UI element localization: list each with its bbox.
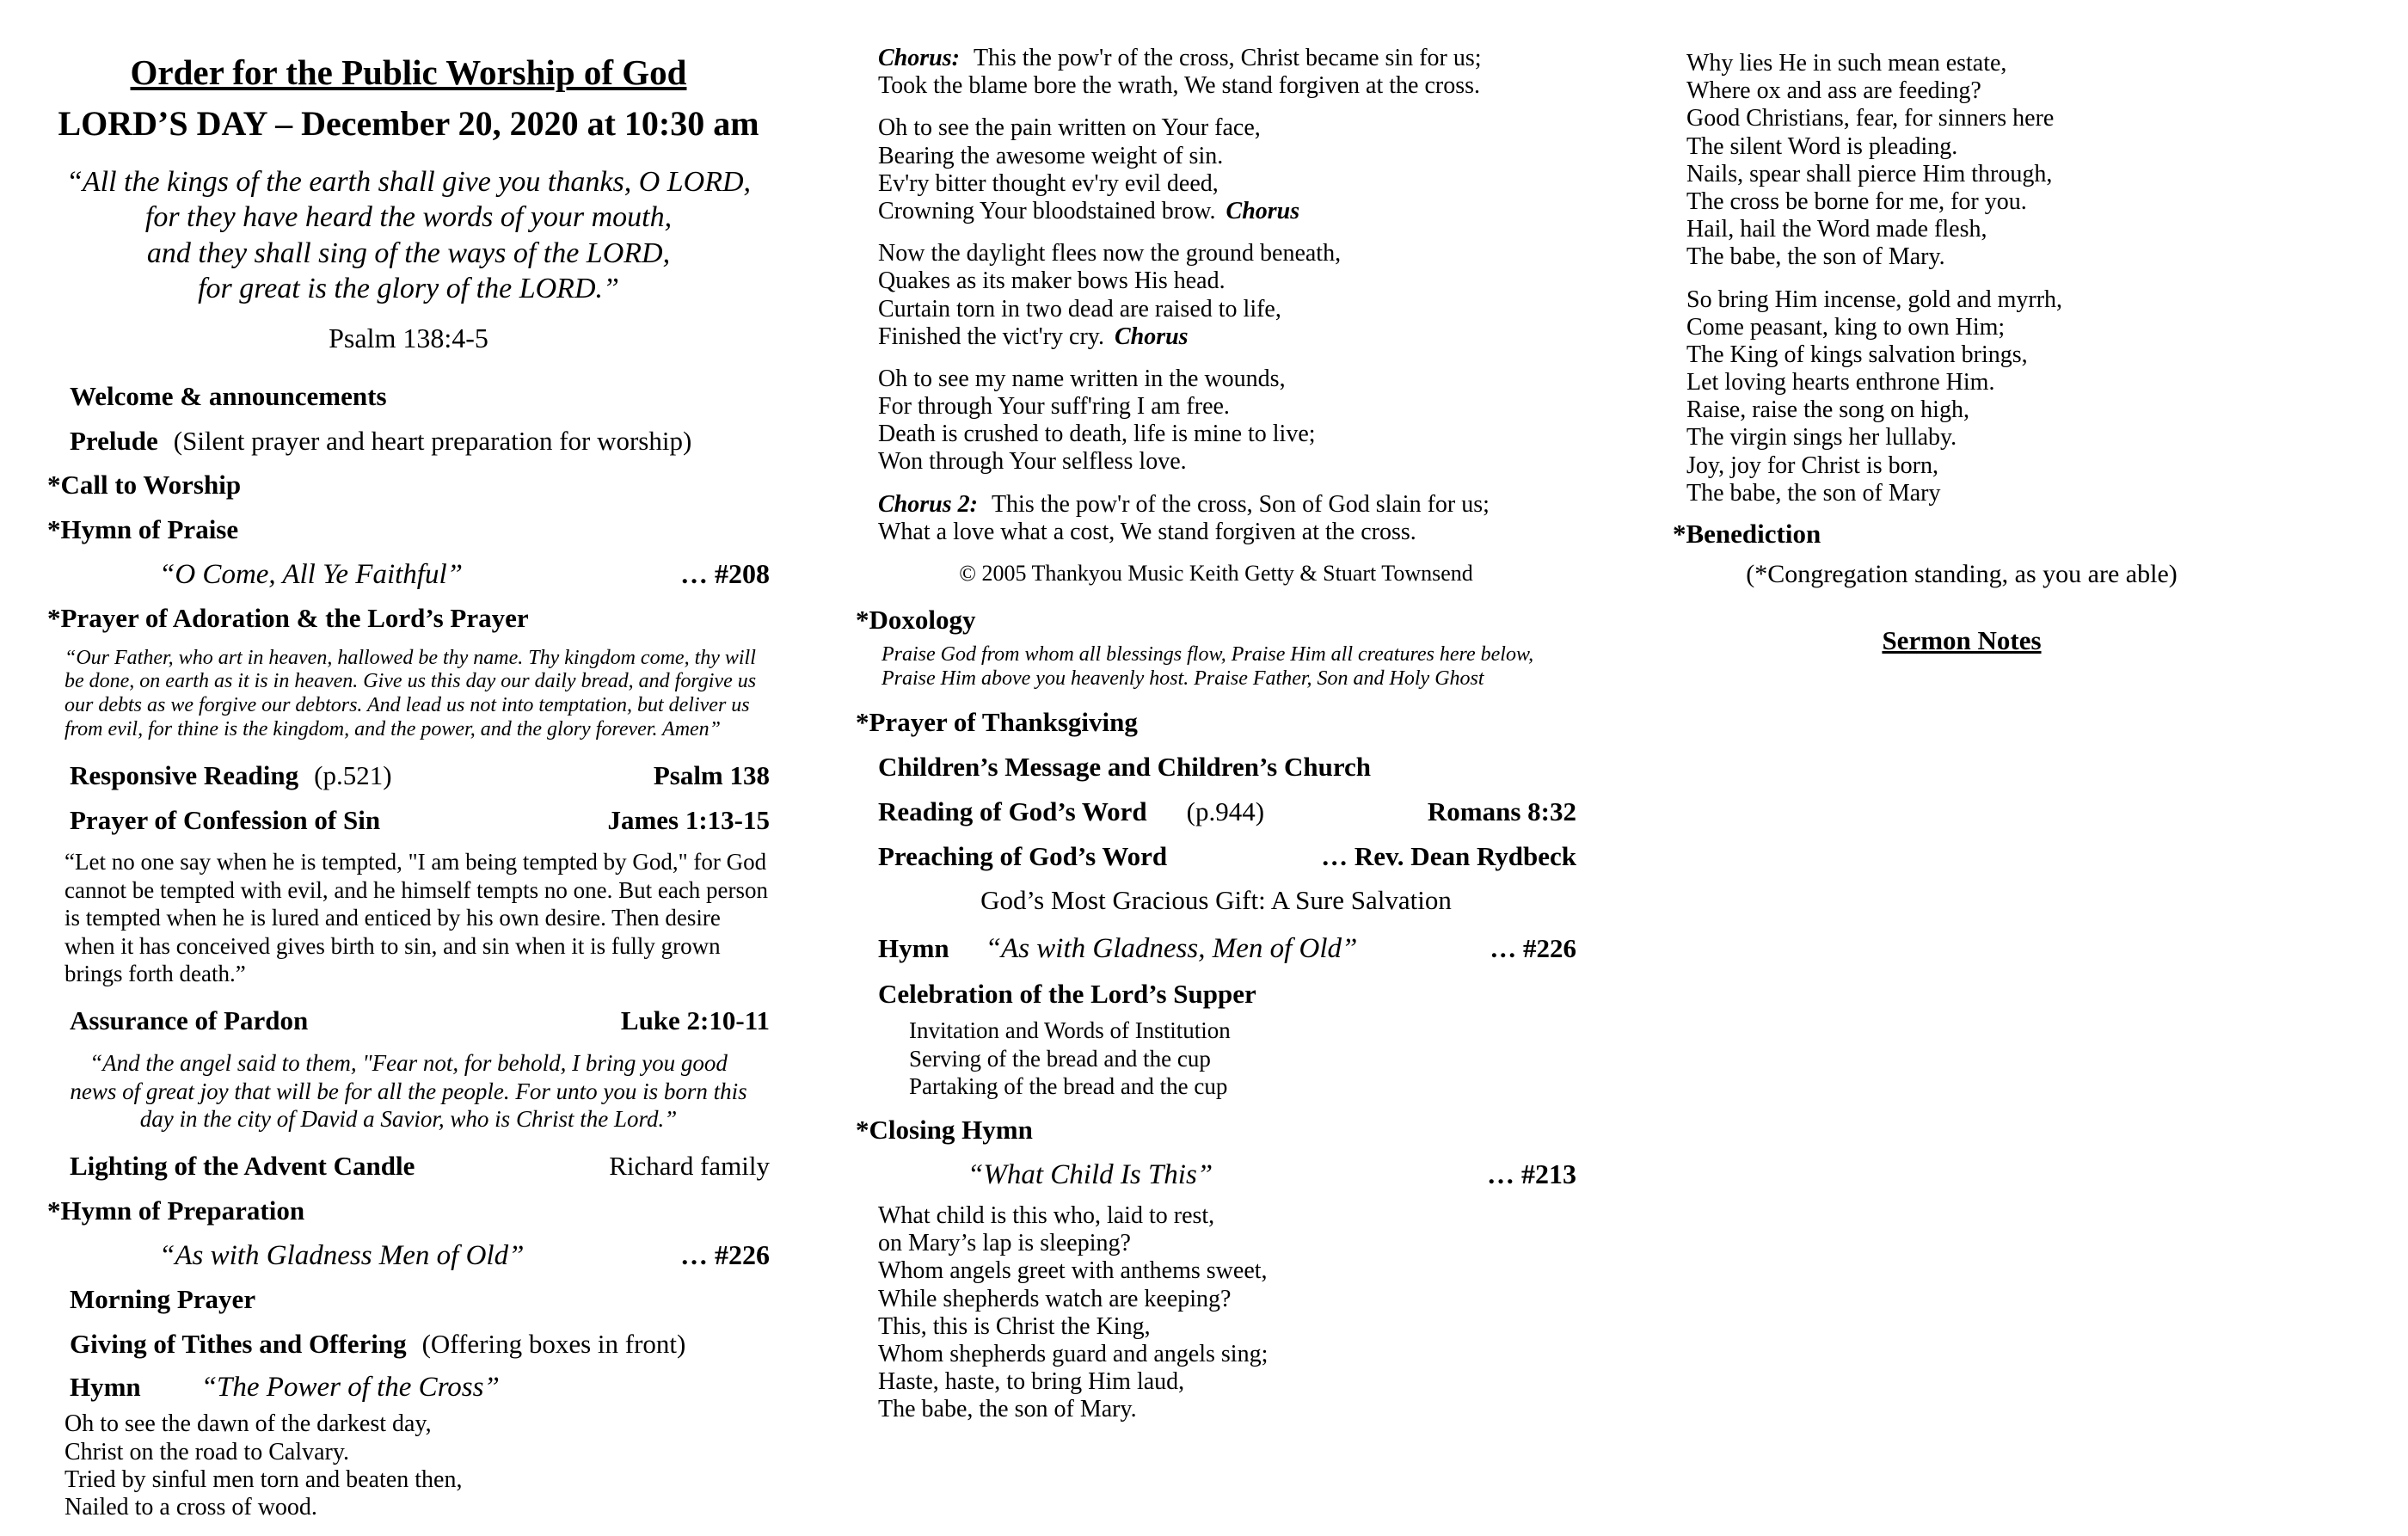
lyric-line: The cross be borne for me, for you. <box>1686 187 2027 215</box>
prelude-label: Prelude <box>70 425 158 456</box>
lyric-line: Crowning Your bloodstained brow. Chorus <box>878 197 1300 224</box>
lyric-line: The babe, the son of Mary <box>1686 479 1941 507</box>
lyric-line: This the pow'r of the cross, Christ became sin for us; <box>973 45 1482 71</box>
quote-line: and they shall sing of the ways of the LORD, <box>146 237 671 269</box>
hymn-number: … #213 <box>1487 1158 1576 1190</box>
lyric-line: Haste, haste, to bring Him laud, <box>878 1368 1185 1396</box>
hymn-stanza <box>47 1410 770 1521</box>
reading-page: (p.944) <box>1186 796 1265 826</box>
lyric-line: Finished the vict'ry cry. Chorus <box>878 323 1189 350</box>
hymn-title: “What Child Is This” <box>968 1159 1213 1191</box>
doxology-line: Praise God from whom all blessings flow, Praise Him all creatures here below, <box>882 642 1534 666</box>
hymn-title: “The Power of the Cross” <box>200 1372 500 1404</box>
sermon-title: God’s Most Gracious Gift: A Sure Salvation <box>980 885 1452 916</box>
item-prayer-of-thanksgiving: *Prayer of Thanksgiving <box>856 707 1138 738</box>
preaching-label: Preaching of God’s Word <box>878 840 1168 871</box>
lyric-line: The babe, the son of Mary. <box>878 1396 1137 1423</box>
item-call-to-worship: *Call to Worship <box>47 470 242 501</box>
item-morning-prayer: Morning Prayer <box>70 1283 256 1314</box>
lyric-line: Oh to see my name written in the wounds, <box>878 365 1286 392</box>
lyric-line: Raise, raise the song on high, <box>1686 396 1969 424</box>
tithes-label: Giving of Tithes and Offering <box>70 1328 407 1359</box>
lyric-line: The King of kings salvation brings, <box>1686 341 2028 368</box>
chorus-label: Chorus: <box>878 45 960 71</box>
item-preaching <box>856 840 1576 874</box>
lyric-line: This, this is Christ the King, <box>878 1312 1151 1340</box>
lyric-line: on Mary’s lap is sleeping? <box>878 1230 1131 1257</box>
hymn-preparation-row <box>47 1239 770 1272</box>
item-advent-candle <box>47 1150 770 1183</box>
lyric-line: Oh to see the dawn of the darkest day, <box>64 1410 432 1438</box>
chorus-ref: Chorus <box>1226 197 1300 224</box>
closing-hymn-row <box>856 1158 1576 1191</box>
lyric-line: Come peasant, king to own Him; <box>1686 313 2006 341</box>
hymn-number: … #208 <box>680 557 770 589</box>
hymn-praise-row <box>47 558 770 591</box>
lyric-line: Good Christians, fear, for sinners here <box>1686 105 2055 132</box>
item-hymn-gladness <box>856 931 1576 967</box>
hymn-number: … #226 <box>680 1238 770 1270</box>
lyric-line: What child is this who, laid to rest, <box>878 1202 1215 1230</box>
supper-sublist <box>856 1017 1576 1100</box>
chorus-line <box>878 491 1576 519</box>
item-childrens-message: Children’s Message and Children’s Church <box>878 752 1372 783</box>
sermon-notes-heading: Sermon Notes <box>1882 624 2042 655</box>
column-hymn-and-word <box>856 45 1576 1439</box>
lyric-line: Death is crushed to death, life is mine to live; <box>878 421 1316 448</box>
item-responsive-reading <box>47 759 770 793</box>
item-benediction: *Benediction <box>1673 519 1821 549</box>
column-closing <box>1673 50 2251 656</box>
lyric-line: Bearing the awesome weight of sin. <box>878 142 1224 169</box>
lyric-line: Christ on the road to Calvary. <box>64 1438 350 1465</box>
lyric-line: Nailed to a cross of wood. <box>64 1493 317 1521</box>
lyric-line: What a love what a cost, We stand forgiven at the cross. <box>878 518 1416 545</box>
assurance-line: news of great joy that will be for all the people. For unto you is born this <box>70 1078 747 1104</box>
closing-hymn-stanza <box>856 1202 1576 1424</box>
assurance-line: day in the city of David a Savior, who is Christ the Lord.” <box>139 1105 678 1132</box>
lyric-line: While shepherds watch are keeping? <box>878 1285 1232 1312</box>
hymn-title: “O Come, All Ye Faithful” <box>159 558 463 590</box>
advent-label: Lighting of the Advent Candle <box>70 1151 415 1182</box>
assurance-ref: Luke 2:10-11 <box>620 1005 770 1036</box>
item-hymn-power-of-cross <box>47 1372 770 1404</box>
hymn-stanza <box>1673 286 2251 508</box>
lyric-line: Nails, spear shall pierce Him through, <box>1686 160 2053 187</box>
confession-text: “Let no one say when he is tempted, "I am being tempted by God," for God cannot be tempted with evil, and he himself tempts no one. But each person is tempted when he is lured and enticed by his own desire. Then desire when it has conceived gives birth to sin, and sin when it is fully grown brings forth death.” <box>64 849 769 986</box>
chorus2-label: Chorus 2: <box>878 490 978 518</box>
confession-ref: James 1:13-15 <box>607 804 770 835</box>
item-lords-supper: Celebration of the Lord’s Supper <box>878 979 1256 1010</box>
tithes-note: (Offering boxes in front) <box>421 1328 686 1359</box>
item-reading <box>856 796 1576 829</box>
item-tithes <box>47 1328 770 1361</box>
service-date-line: LORD’S DAY – December 20, 2020 at 10:30 am <box>58 104 759 143</box>
lords-prayer-text: “Our Father, who art in heaven, hallowed be thy name. Thy kingdom come, thy will be done, on earth as it is in heaven. Give us this day our daily bread, and forgive us our debts as we forgive our debtors. And lead us not into temptation, but deliver us from evil, for thine is the kingdom, and the power, and the glory forever. Amen” <box>64 646 757 741</box>
quote-line: for great is the glory of the LORD.” <box>198 273 619 305</box>
responsive-reading-label: Responsive Reading <box>70 759 299 790</box>
reading-ref: Romans 8:32 <box>1427 796 1576 826</box>
hymn-copyright: © 2005 Thankyou Music Keith Getty & Stuart Townsend <box>959 561 1473 586</box>
lyric-line: Hail, hail the Word made flesh, <box>1686 216 1987 243</box>
lyric-line: The virgin sings her lullaby. <box>1686 424 1957 452</box>
hymn-title: “As with Gladness, Men of Old” <box>985 933 1358 965</box>
lyric-line: Tried by sinful men torn and beaten then, <box>64 1465 463 1493</box>
lyric-line: Joy, joy for Christ is born, <box>1686 452 1938 479</box>
lyric-line: So bring Him incense, gold and myrrh, <box>1686 286 2063 313</box>
responsive-reading-ref: Psalm 138 <box>653 759 770 790</box>
item-confession <box>47 804 770 838</box>
preaching-minister: … Rev. Dean Rydbeck <box>1321 840 1576 871</box>
item-prayer-of-adoration: *Prayer of Adoration & the Lord’s Prayer <box>47 602 529 633</box>
lyric-line: Let loving hearts enthrone Him. <box>1686 369 1995 396</box>
item-hymn-of-praise: *Hymn of Praise <box>47 514 239 545</box>
lyric-line: Where ox and ass are feeding? <box>1686 77 1981 105</box>
congregation-standing-note: (*Congregation standing, as you are able) <box>1746 559 2178 588</box>
hymn-stanza <box>856 114 1576 225</box>
supper-line: Serving of the bread and the cup <box>909 1045 1211 1072</box>
lyric-line: Took the blame bore the wrath, We stand forgiven at the cross. <box>878 72 1480 100</box>
hymn-number: … #226 <box>1490 933 1576 964</box>
advent-family: Richard family <box>609 1151 770 1182</box>
prelude-note: (Silent prayer and heart preparation for worship) <box>173 425 692 456</box>
lyric-line: Why lies He in such mean estate, <box>1686 50 2007 77</box>
doxology-text <box>856 642 1576 691</box>
column-order-of-worship <box>47 52 770 1536</box>
quote-line: for they have heard the words of your mouth, <box>144 201 673 234</box>
item-assurance <box>47 1005 770 1038</box>
hymn-stanza <box>856 240 1576 351</box>
item-hymn-of-preparation: *Hymn of Preparation <box>47 1195 305 1226</box>
chorus-stanza <box>856 45 1576 100</box>
opening-scripture-quote <box>47 164 770 307</box>
lyric-line: Quakes as its maker bows His head. <box>878 267 1226 295</box>
reading-label: Reading of God’s Word <box>878 796 1147 826</box>
responsive-reading-page: (p.521) <box>314 759 392 790</box>
hymn-stanza <box>1673 50 2251 272</box>
confession-label: Prayer of Confession of Sin <box>70 804 381 835</box>
chorus2-stanza <box>856 491 1576 546</box>
lyric-line: The babe, the son of Mary. <box>1686 243 1945 271</box>
item-prelude <box>47 425 770 458</box>
lyric-line: Curtain torn in two dead are raised to life, <box>878 295 1281 323</box>
item-welcome: Welcome & announcements <box>70 380 387 411</box>
hymn-label: Hymn <box>70 1372 141 1403</box>
chorus-ref: Chorus <box>1114 323 1189 350</box>
doxology-line: Praise Him above you heavenly host. Praise Father, Son and Holy Ghost <box>882 667 1484 691</box>
assurance-text <box>47 1049 770 1133</box>
lyric-line: This the pow'r of the cross, Son of God slain for us; <box>991 490 1490 518</box>
hymn-title: “As with Gladness Men of Old” <box>159 1239 525 1271</box>
assurance-label: Assurance of Pardon <box>70 1005 309 1036</box>
lyric-line: The silent Word is pleading. <box>1686 132 1958 160</box>
item-closing-hymn: *Closing Hymn <box>856 1115 1033 1146</box>
supper-line: Partaking of the bread and the cup <box>909 1072 1228 1099</box>
lyric-line: Now the daylight flees now the ground beneath, <box>878 240 1342 267</box>
lyric-line: Whom shepherds guard and angels sing; <box>878 1340 1268 1367</box>
lyric-line: Oh to see the pain written on Your face, <box>878 114 1261 142</box>
chorus-line <box>878 45 1576 72</box>
supper-line: Invitation and Words of Institution <box>909 1017 1231 1044</box>
lyric-line: Whom angels greet with anthems sweet, <box>878 1257 1268 1285</box>
page-title: Order for the Public Worship of God <box>130 52 687 92</box>
hymn-label: Hymn <box>878 933 949 964</box>
lyric-line: Won through Your selfless love. <box>878 448 1187 476</box>
quote-line: “All the kings of the earth shall give you thanks, O LORD, <box>65 166 752 198</box>
item-doxology: *Doxology <box>856 605 976 635</box>
lyric-line: Ev'ry bitter thought ev'ry evil deed, <box>878 169 1219 197</box>
quote-reference: Psalm 138:4-5 <box>329 322 488 353</box>
hymn-stanza <box>856 366 1576 476</box>
assurance-line: “And the angel said to them, "Fear not, for behold, I bring you good <box>89 1050 728 1077</box>
lyric-line: For through Your suff'ring I am free. <box>878 393 1230 421</box>
